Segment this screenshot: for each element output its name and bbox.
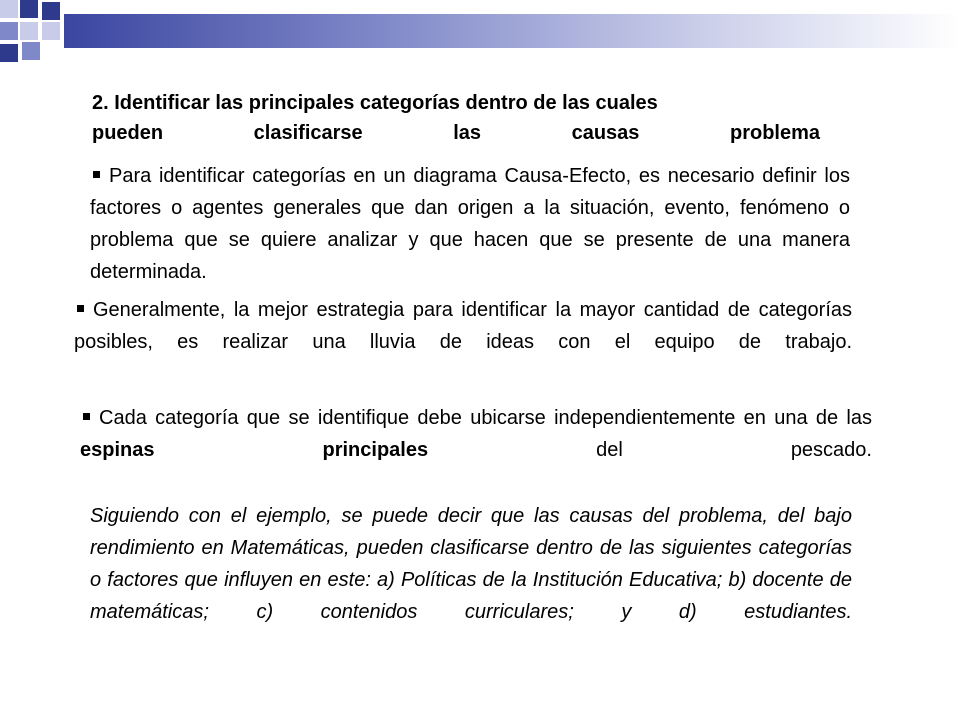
deco-square [0,44,18,62]
deco-square [0,22,18,40]
deco-square [20,0,38,18]
deco-square [0,0,18,18]
bold-term: espinas principales [80,439,429,461]
bullet-text-end: del pescado. [428,439,872,461]
square-bullet-icon [83,413,90,420]
example-paragraph [90,500,852,660]
example-text: Siguiendo con el ejemplo, se puede decir que las causas del problema, del bajo rendimiento en Matemáticas, pueden clasificarse dentro de las siguientes categorías o factores que influyen en este: a) Políticas de la Institución Educativa; b) docente de matemáticas; c) contenidos curriculares; y d) estudiantes. [90,505,852,623]
heading-line-1: 2. Identificar las principales categorías dentro de las cuales [92,92,658,114]
square-bullet-icon [77,305,84,312]
deco-square [42,22,60,40]
deco-square [42,2,60,20]
square-bullet-icon [93,171,100,178]
deco-square [20,22,38,40]
title-decoration [0,0,960,70]
bullet-paragraph-2 [74,294,852,390]
deco-square [22,42,40,60]
heading-line-2: pueden clasificarse las causas problema [92,122,820,144]
gradient-bar [64,14,960,48]
bullet-paragraph-3 [80,402,872,498]
bullet-text: Cada categoría que se identifique debe ubicarse independientemente en una de las [99,407,872,429]
bullet-text: Generalmente, la mejor estrategia para identificar la mayor cantidad de categorías posibles, es realizar una lluvia de ideas con el equipo de trabajo. [74,299,852,353]
bullet-text: Para identificar categorías en un diagrama Causa-Efecto, es necesario definir los factores o agentes generales que dan origen a la situación, evento, fenómeno o problema que se quiere analizar y que hacen que se presente de una manera determinada. [90,165,850,283]
